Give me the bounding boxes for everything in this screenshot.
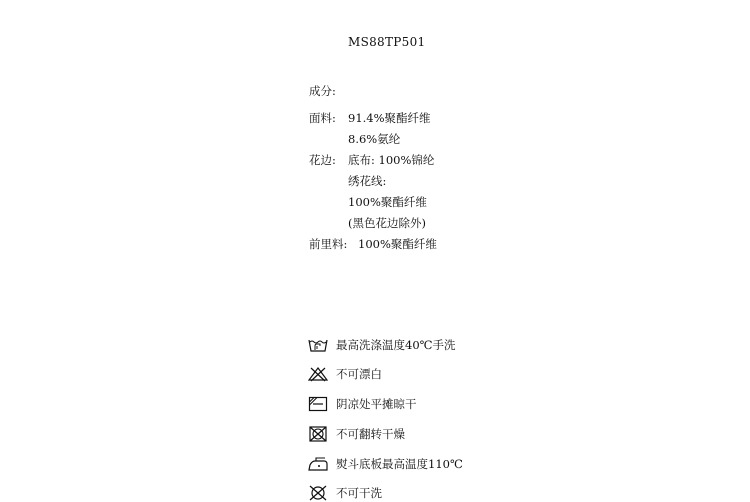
care-row-no-tumble-dry — [308, 425, 405, 443]
care-text-hand-wash: 最高洗涤温度40℃手洗 — [336, 338, 456, 352]
composition-line-fabric-prefix: 面料: — [309, 111, 336, 125]
care-row-iron — [308, 455, 463, 473]
composition-line-lace-prefix: 花边: — [309, 153, 336, 167]
care-row-hand-wash — [308, 336, 456, 354]
care-text-no-dry-clean: 不可干洗 — [336, 486, 382, 500]
hand-wash-40-icon — [308, 337, 328, 353]
composition-line-front-lining-prefix: 前里料: — [309, 237, 348, 251]
composition-line-spandex: 8.6%氨纶 — [348, 132, 401, 146]
dry-flat-shade-icon — [308, 396, 328, 412]
composition-title: 成分: — [309, 84, 336, 98]
care-row-no-dry-clean — [308, 484, 382, 502]
iron-110-icon — [308, 456, 328, 472]
composition-line-fabric-value: 91.4%聚酯纤维 — [348, 111, 431, 125]
no-dry-clean-icon — [308, 485, 328, 501]
composition-line-note: (黑色花边除外) — [348, 216, 426, 230]
product-code: MS88TP501 — [348, 35, 426, 49]
care-row-dry-flat — [308, 395, 417, 413]
care-text-dry-flat: 阴凉处平摊晾干 — [336, 397, 417, 411]
composition-line-embroidery-title: 绣花线: — [348, 174, 387, 188]
composition-line-embroidery-value: 100%聚酯纤维 — [348, 195, 427, 209]
care-text-no-tumble-dry: 不可翻转干燥 — [336, 427, 405, 441]
care-row-no-bleach — [308, 365, 382, 383]
no-bleach-icon — [308, 366, 328, 382]
composition-line-front-lining-value: 100%聚酯纤维 — [358, 237, 437, 251]
no-tumble-dry-icon — [308, 426, 328, 442]
care-text-iron: 熨斗底板最高温度110℃ — [336, 457, 463, 471]
composition-line-lace-base: 底布: 100%锦纶 — [348, 153, 435, 167]
care-text-no-bleach: 不可漂白 — [336, 367, 382, 381]
